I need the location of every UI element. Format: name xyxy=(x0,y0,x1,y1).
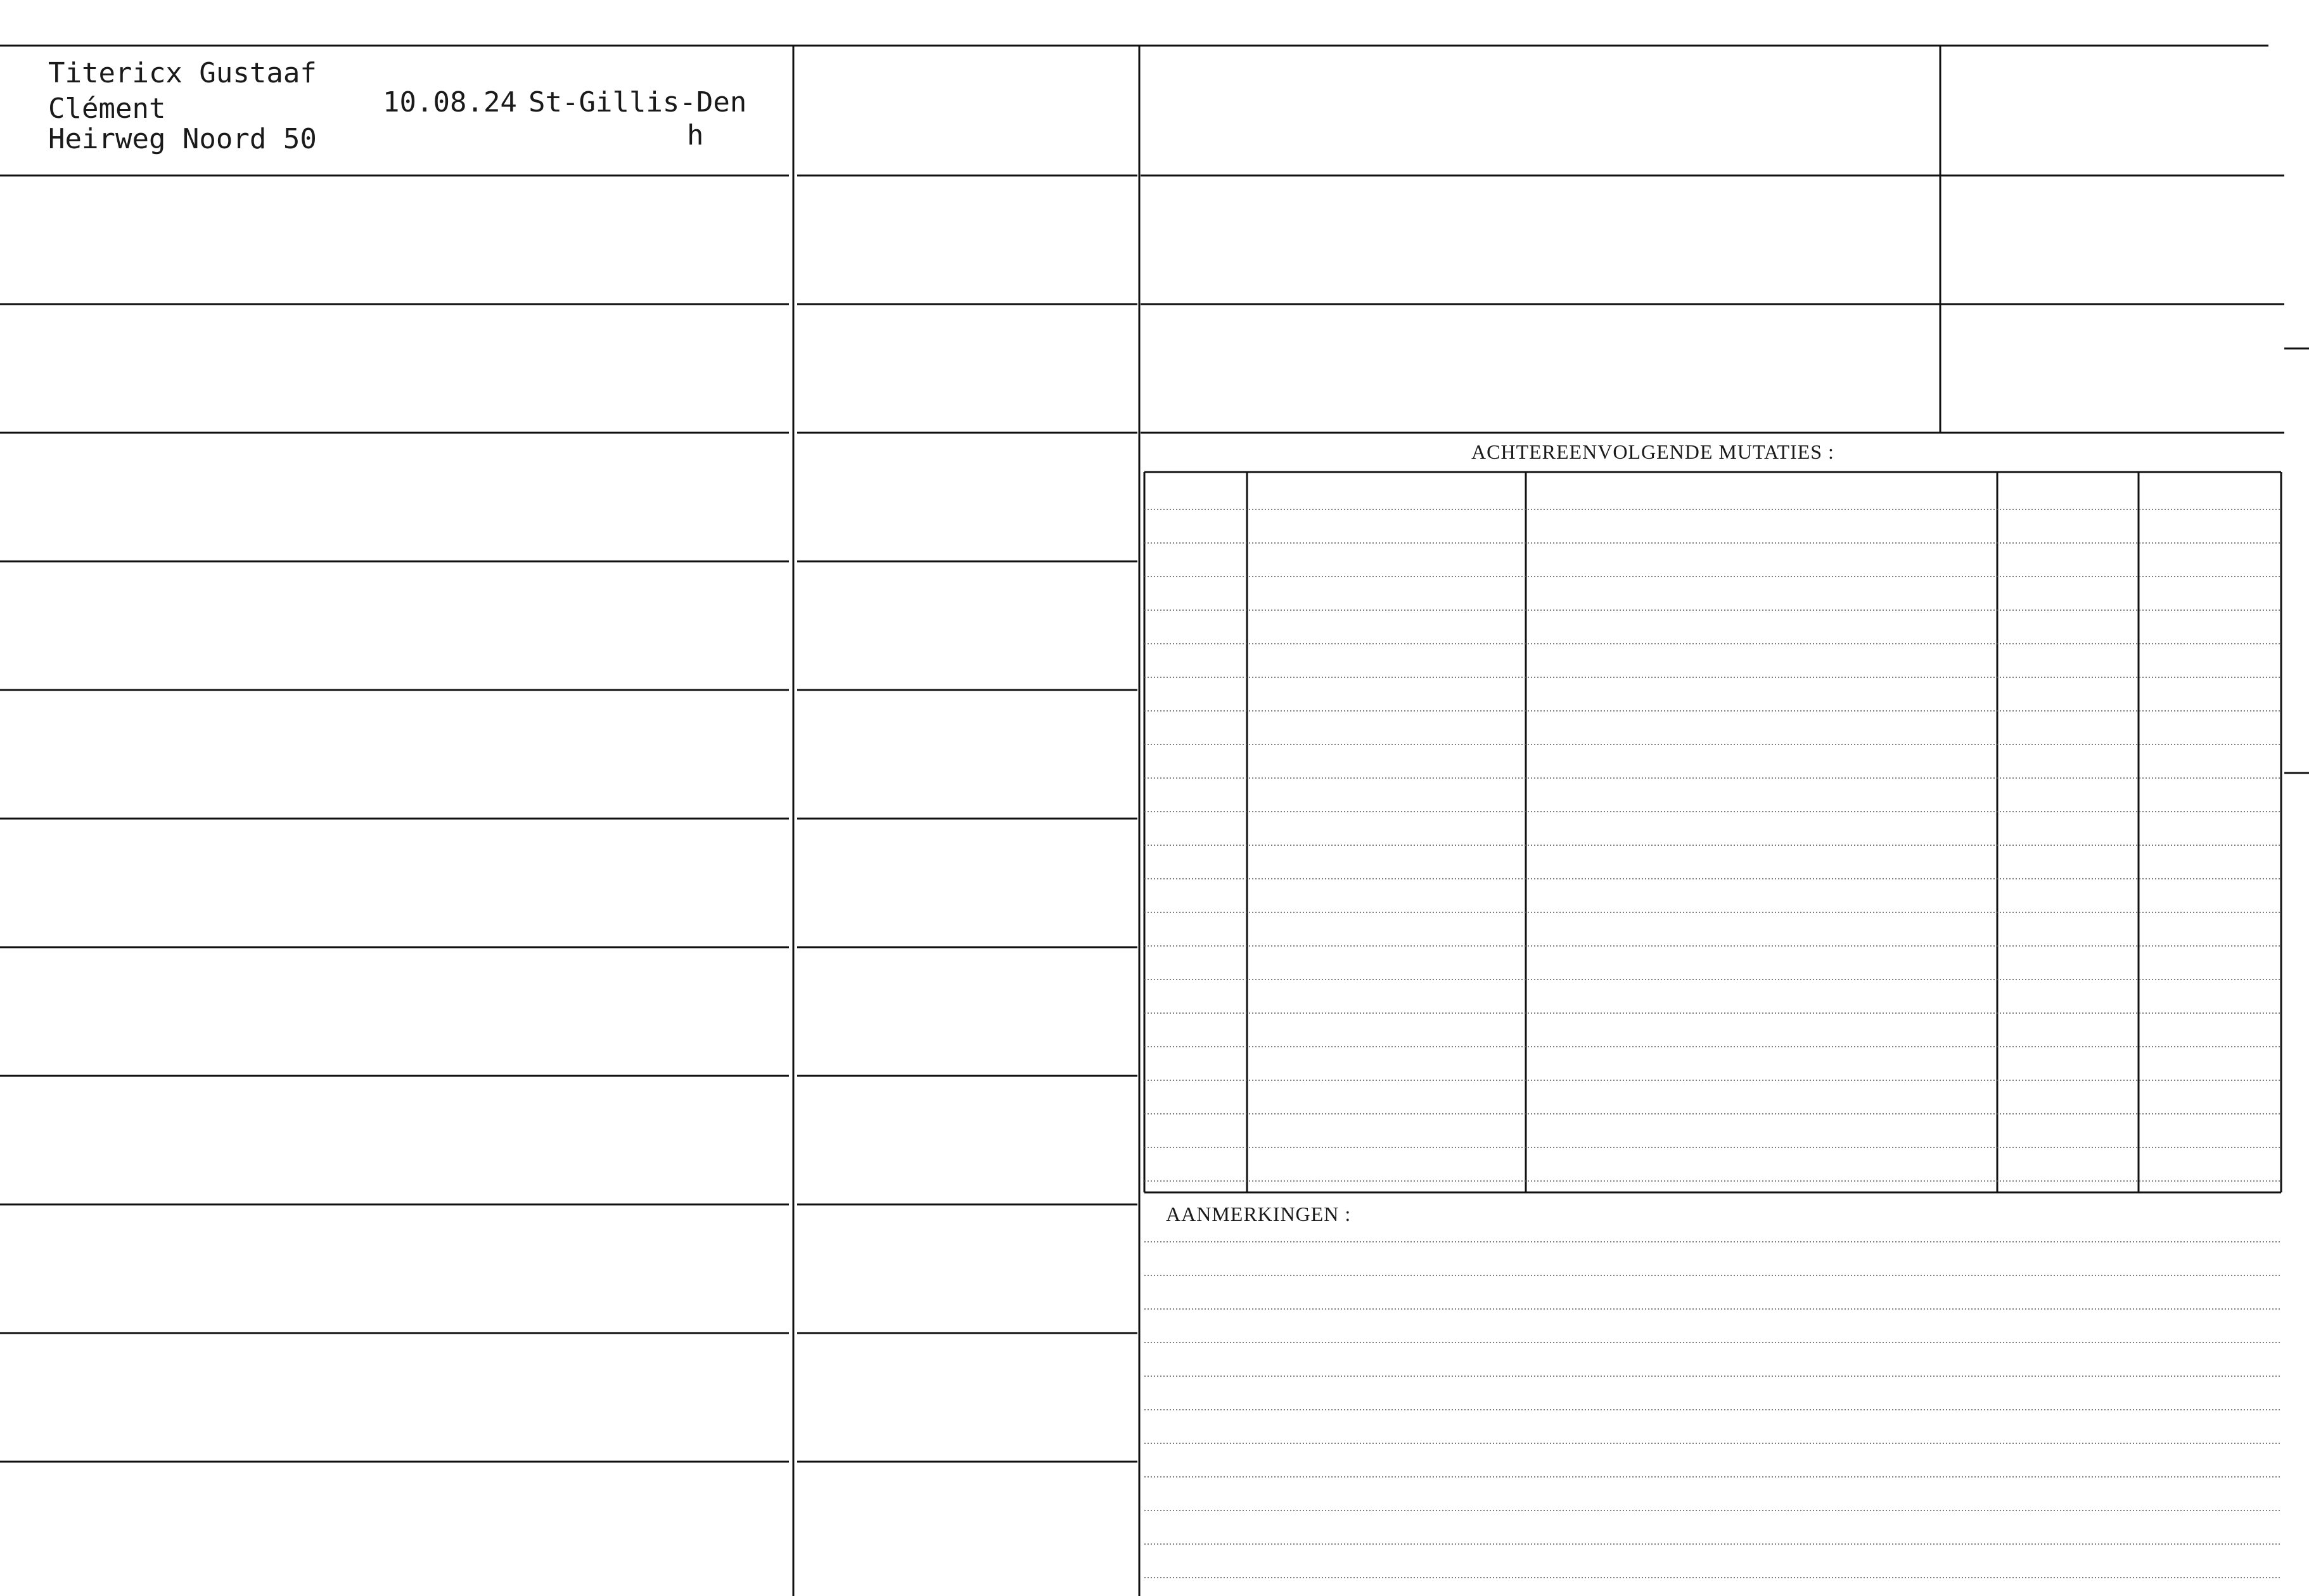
birth-place-continuation: h xyxy=(687,119,704,151)
name-line-1: Titericx Gustaaf xyxy=(48,57,317,89)
name-line-2: Clément xyxy=(48,93,166,125)
address: Heirweg Noord 50 xyxy=(48,123,317,155)
birth-place: St-Gillis-Den xyxy=(528,86,747,118)
mutations-heading: ACHTEREENVOLGENDE MUTATIES : xyxy=(1471,440,1834,463)
birth-date: 10.08.24 xyxy=(383,86,517,118)
remarks-heading: AANMERKINGEN : xyxy=(1166,1203,1352,1225)
